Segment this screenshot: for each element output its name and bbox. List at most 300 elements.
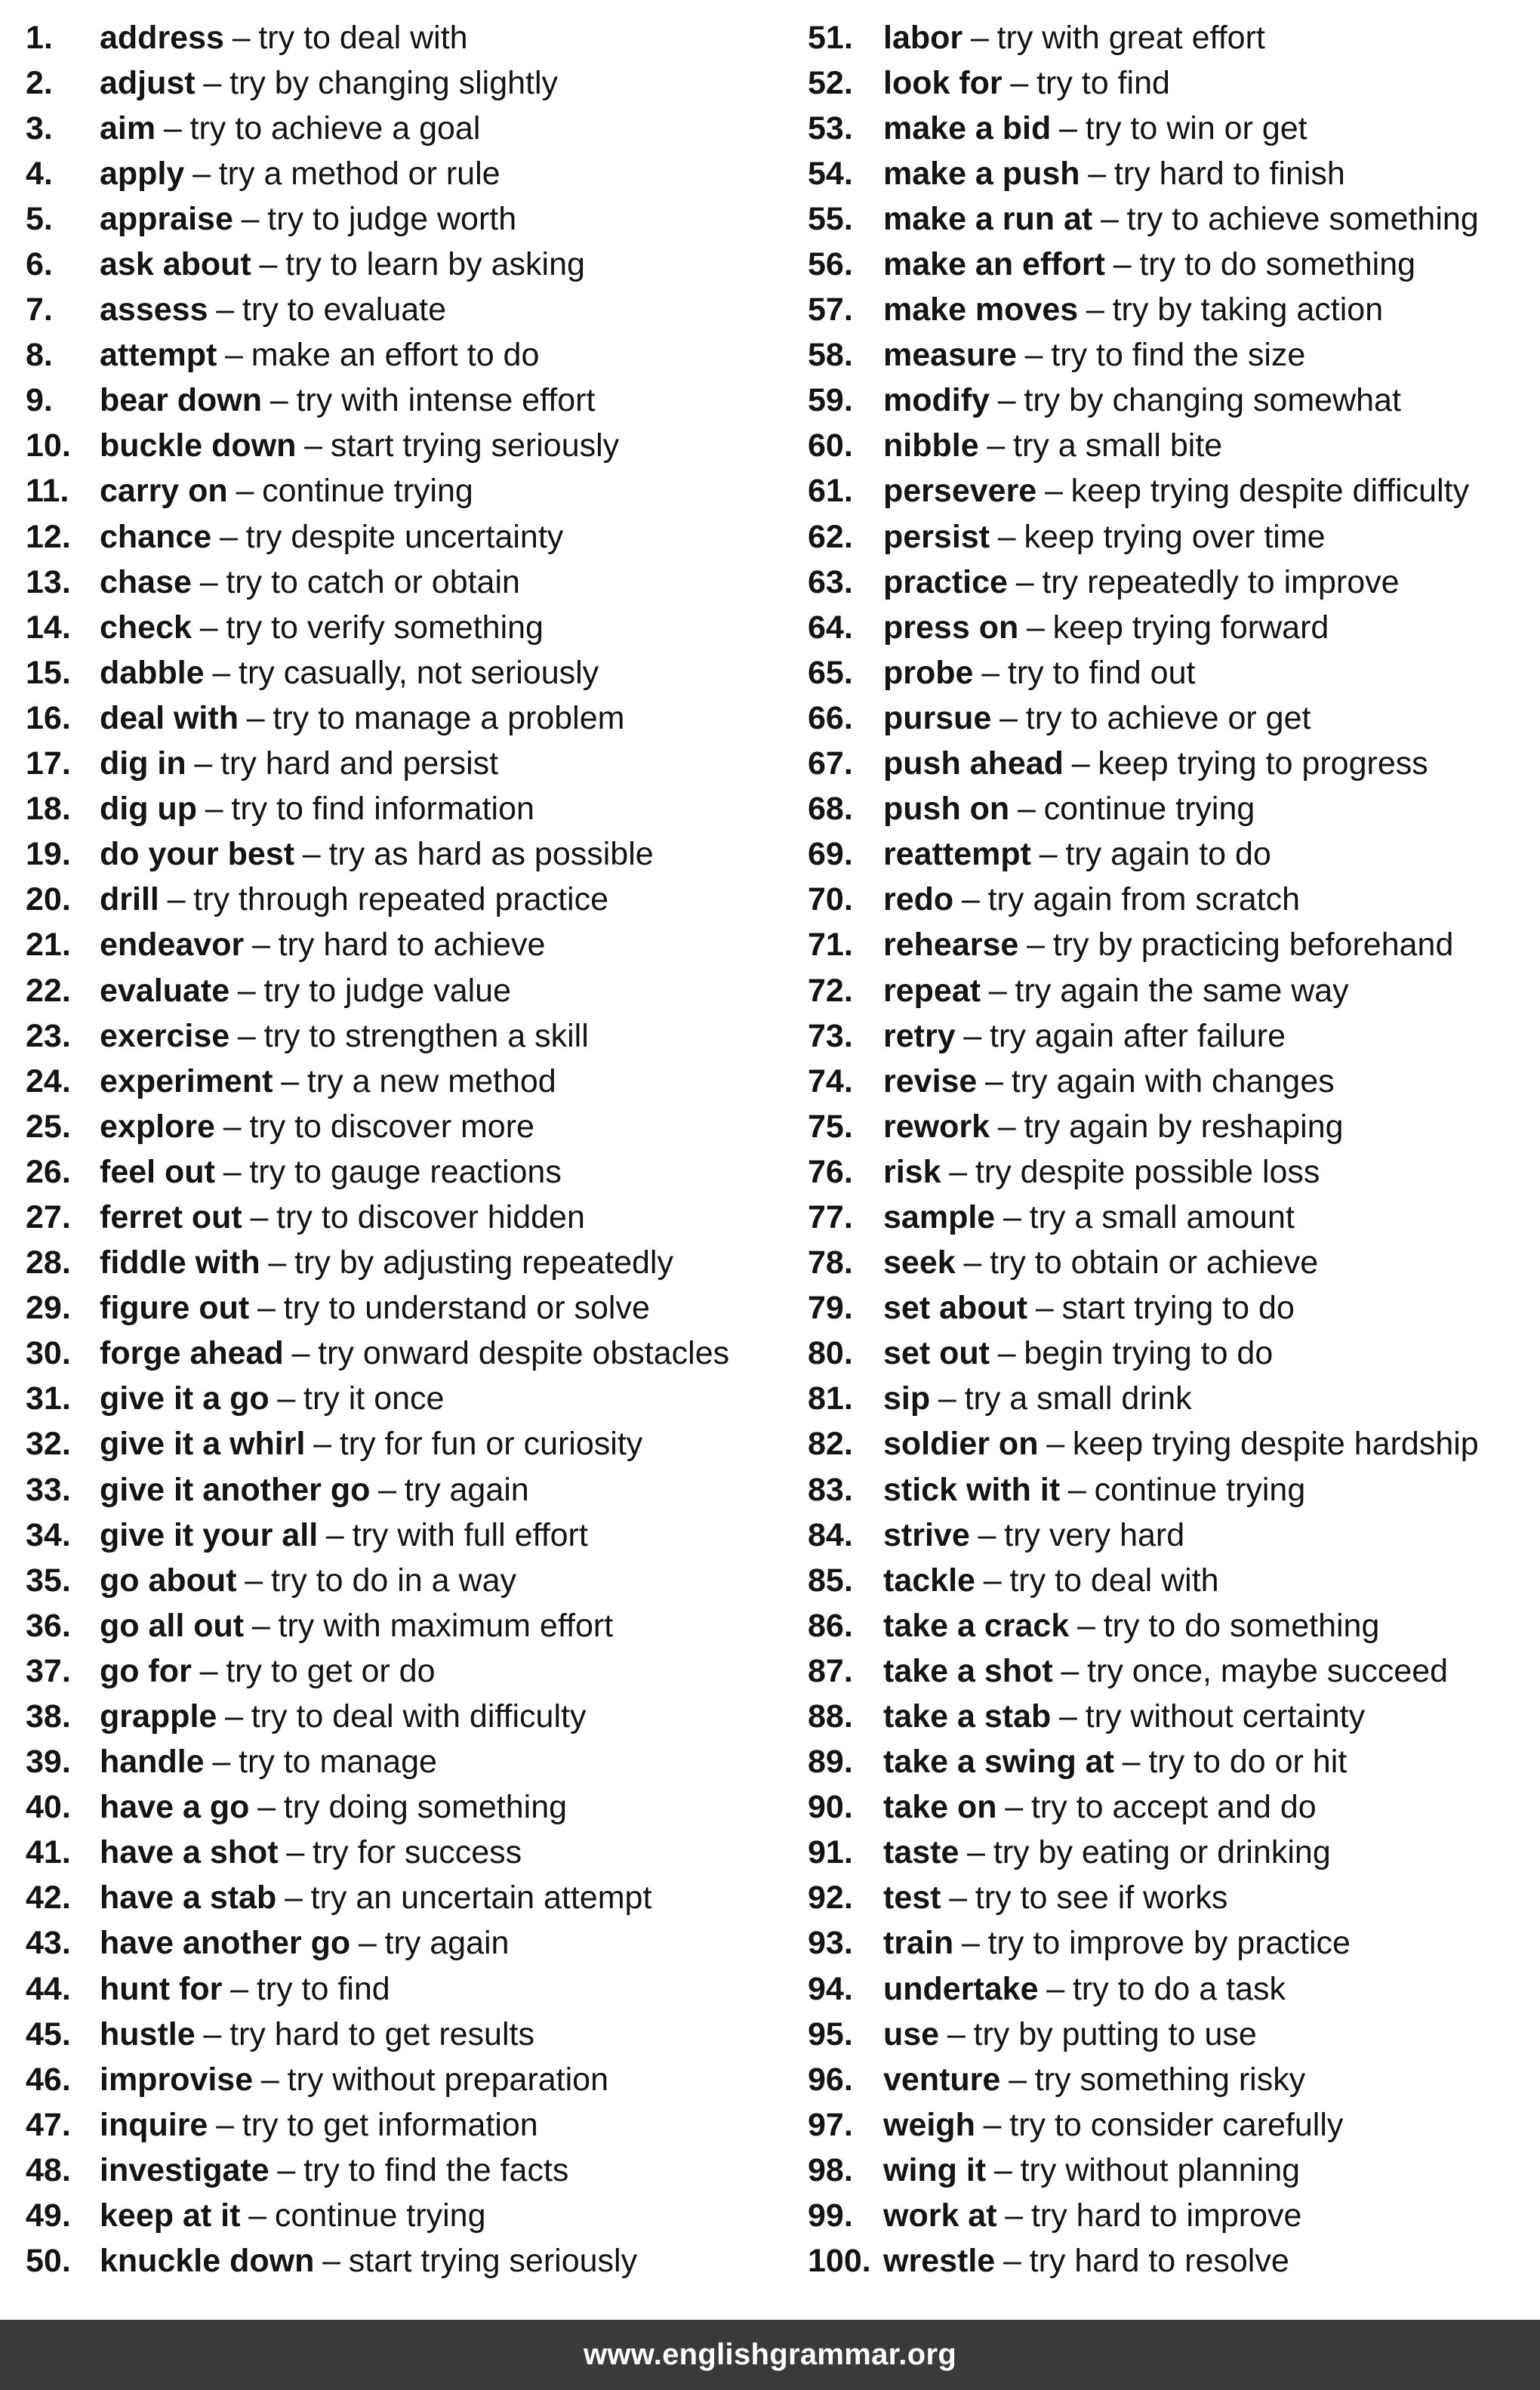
item-separator: – (993, 2151, 1012, 2188)
item-term: pursue (883, 699, 992, 736)
list-item (808, 2012, 1540, 2057)
item-term: modify (883, 382, 990, 419)
item-separator: – (199, 609, 218, 646)
item-number: 24. (26, 1062, 71, 1099)
item-term: have another go (100, 1925, 351, 1962)
list-item (808, 1467, 1540, 1513)
item-definition: try to strengthen a skill (263, 1017, 589, 1054)
item-term: undertake (883, 1970, 1039, 2007)
item-definition: try without certainty (1085, 1698, 1366, 1735)
item-definition: try to find information (231, 791, 534, 828)
item-definition: try to gauge reactions (249, 1153, 562, 1190)
item-definition: start trying seriously (330, 427, 620, 464)
item-term: venture (883, 2061, 1001, 2098)
item-number: 77. (808, 1198, 853, 1235)
item-separator: – (270, 382, 288, 419)
item-number: 15. (26, 654, 71, 691)
item-definition: try again by reshaping (1024, 1108, 1344, 1145)
item-separator: – (1059, 1698, 1077, 1735)
item-definition: try an uncertain attempt (310, 1880, 652, 1917)
item-number: 81. (808, 1380, 853, 1417)
item-term: set out (883, 1335, 990, 1372)
list-item (808, 560, 1540, 605)
item-separator: – (216, 291, 235, 328)
list-item (808, 1377, 1540, 1422)
list-item (808, 1013, 1540, 1059)
item-term: wrestle (883, 2243, 996, 2280)
item-term: repeat (883, 972, 981, 1009)
item-separator: – (216, 2106, 235, 2143)
item-term: take a crack (883, 1607, 1070, 1644)
item-separator: – (277, 1380, 296, 1417)
item-definition: try to win or get (1085, 109, 1307, 146)
item-separator: – (268, 1244, 287, 1281)
list-item (808, 2148, 1540, 2193)
list-item (26, 1286, 788, 1331)
list-item (808, 469, 1540, 514)
item-separator: – (1003, 1198, 1021, 1235)
item-number: 93. (808, 1925, 853, 1962)
item-number: 20. (26, 881, 71, 918)
item-number: 33. (26, 1471, 71, 1508)
list-item (808, 877, 1540, 923)
item-number: 62. (808, 518, 853, 555)
item-definition: continue trying (262, 473, 473, 510)
list-item (26, 742, 788, 787)
item-definition: try a small bite (1013, 427, 1223, 464)
item-term: take on (883, 1789, 997, 1826)
item-separator: – (291, 1335, 310, 1372)
item-definition: try by changing somewhat (1024, 382, 1401, 419)
item-number: 87. (808, 1652, 853, 1689)
item-number: 1. (26, 19, 53, 56)
item-separator: – (997, 518, 1016, 555)
item-term: persist (883, 518, 990, 555)
item-separator: – (1067, 1471, 1086, 1508)
item-number: 76. (808, 1153, 853, 1190)
list-item (808, 424, 1540, 469)
list-item (26, 1558, 788, 1603)
item-number: 31. (26, 1380, 71, 1417)
list-item (26, 1740, 788, 1785)
list-item (808, 923, 1540, 968)
item-definition: try with intense effort (296, 382, 596, 419)
list-item (808, 1513, 1540, 1558)
item-separator: – (985, 1062, 1004, 1099)
list-item (26, 2194, 788, 2239)
item-number: 34. (26, 1516, 71, 1553)
item-number: 28. (26, 1244, 71, 1281)
item-term: dig up (100, 791, 197, 828)
item-separator: – (223, 1153, 242, 1190)
item-number: 17. (26, 745, 71, 782)
item-definition: try to find the facts (303, 2151, 569, 2188)
item-term: ask about (100, 246, 251, 283)
item-separator: – (1039, 836, 1058, 873)
item-term: push on (883, 791, 1010, 828)
item-separator: – (212, 1744, 231, 1781)
item-definition: try to achieve or get (1025, 699, 1311, 736)
item-separator: – (997, 1335, 1016, 1372)
item-separator: – (1059, 109, 1077, 146)
item-definition: try despite possible loss (975, 1153, 1320, 1190)
item-number: 88. (808, 1698, 853, 1735)
item-number: 85. (808, 1562, 853, 1599)
list-item (808, 2057, 1540, 2102)
item-separator: – (219, 518, 238, 555)
item-definition: try to achieve something (1126, 200, 1479, 237)
list-item (808, 1740, 1540, 1785)
list-item (808, 242, 1540, 287)
item-definition: try to discover more (249, 1108, 534, 1145)
item-term: apply (100, 155, 185, 192)
item-number: 65. (808, 654, 853, 691)
item-definition: try a new method (306, 1062, 556, 1099)
item-definition: try onward despite obstacles (318, 1335, 730, 1372)
item-definition: try to learn by asking (285, 246, 585, 283)
item-definition: try to consider carefully (1009, 2106, 1344, 2143)
list-item (26, 242, 788, 287)
item-definition: try hard to achieve (278, 927, 546, 964)
item-number: 12. (26, 518, 71, 555)
item-term: taste (883, 1834, 959, 1871)
item-definition: try to verify something (226, 609, 544, 646)
item-separator: – (1113, 246, 1132, 283)
list-item (26, 832, 788, 877)
item-separator: – (1086, 291, 1104, 328)
item-definition: try to do or hit (1148, 1744, 1348, 1781)
item-term: aim (100, 109, 156, 146)
item-term: make a push (883, 155, 1080, 192)
list-item (26, 2239, 788, 2284)
item-separator: – (260, 2061, 279, 2098)
left-column-list (26, 15, 788, 2284)
item-term: make moves (883, 291, 1079, 328)
item-definition: try to obtain or achieve (990, 1244, 1319, 1281)
item-definition: try to find out (1007, 654, 1196, 691)
list-item (26, 378, 788, 424)
right-column-list (808, 15, 1540, 2284)
list-item (808, 1648, 1540, 1694)
list-item (808, 1331, 1540, 1377)
footer-url[interactable]: www.englishgrammar.org (583, 2338, 957, 2371)
item-number: 99. (808, 2197, 853, 2234)
list-item (808, 1966, 1540, 2012)
item-definition: keep trying forward (1052, 609, 1329, 646)
item-definition: try for success (313, 1834, 522, 1871)
item-separator: – (997, 382, 1016, 419)
list-item (808, 514, 1540, 560)
item-number: 71. (808, 927, 853, 964)
item-term: bear down (100, 382, 263, 419)
item-number: 83. (808, 1471, 853, 1508)
item-number: 25. (26, 1108, 71, 1145)
item-number: 29. (26, 1290, 71, 1327)
item-separator: – (987, 427, 1006, 464)
item-term: appraise (100, 200, 233, 237)
item-definition: begin trying to do (1024, 1335, 1274, 1372)
item-term: test (883, 1880, 941, 1917)
item-term: labor (883, 19, 963, 56)
item-definition: try again the same way (1015, 972, 1349, 1009)
item-separator: – (232, 19, 251, 56)
item-number: 39. (26, 1744, 71, 1781)
item-number: 2. (26, 64, 53, 101)
item-separator: – (212, 654, 231, 691)
item-definition: try despite uncertainty (245, 518, 564, 555)
item-separator: – (241, 200, 260, 237)
item-separator: – (938, 1380, 956, 1417)
item-separator: – (1071, 745, 1090, 782)
item-number: 84. (808, 1516, 853, 1553)
item-term: chance (100, 518, 212, 555)
list-item (26, 1513, 788, 1558)
list-item (26, 605, 788, 650)
item-number: 68. (808, 791, 853, 828)
item-number: 56. (808, 246, 853, 283)
item-term: make an effort (883, 246, 1105, 283)
item-separator: – (1005, 1789, 1024, 1826)
item-term: go all out (100, 1607, 245, 1644)
item-term: stick with it (883, 1471, 1061, 1508)
item-separator: – (199, 1652, 218, 1689)
item-number: 66. (808, 699, 853, 736)
item-term: look for (883, 64, 1003, 101)
list-item (26, 1149, 788, 1195)
item-number: 57. (808, 291, 853, 328)
item-definition: keep trying despite difficulty (1070, 473, 1470, 510)
item-term: have a go (100, 1789, 250, 1826)
item-number: 38. (26, 1698, 71, 1735)
item-definition: try to do something (1103, 1607, 1380, 1644)
item-separator: – (257, 1290, 276, 1327)
item-definition: try to judge value (263, 972, 512, 1009)
item-definition: try a small drink (964, 1380, 1192, 1417)
list-item (26, 1876, 788, 1921)
item-number: 27. (26, 1198, 71, 1235)
item-separator: – (963, 1017, 982, 1054)
item-separator: – (1061, 1652, 1080, 1689)
item-definition: try it once (303, 1380, 445, 1417)
item-separator: – (248, 2197, 267, 2234)
item-separator: – (1046, 1426, 1065, 1463)
item-number: 44. (26, 1970, 71, 2007)
item-number: 23. (26, 1017, 71, 1054)
item-number: 13. (26, 563, 71, 600)
item-term: set about (883, 1290, 1028, 1327)
list-item (26, 1241, 788, 1286)
item-term: drill (100, 881, 159, 918)
item-separator: – (1027, 927, 1045, 964)
item-term: grapple (100, 1698, 217, 1735)
item-number: 54. (808, 155, 853, 192)
list-item (808, 650, 1540, 695)
item-definition: try again to do (1065, 836, 1271, 873)
item-term: check (100, 609, 192, 646)
list-item (26, 15, 788, 60)
item-number: 40. (26, 1789, 71, 1826)
item-term: explore (100, 1108, 215, 1145)
item-term: improvise (100, 2061, 254, 2098)
item-number: 3. (26, 109, 53, 146)
item-separator: – (999, 699, 1018, 736)
item-term: buckle down (100, 427, 297, 464)
item-term: hunt for (100, 1970, 223, 2007)
item-definition: start trying to do (1061, 1290, 1295, 1327)
item-number: 16. (26, 699, 71, 736)
list-item (26, 288, 788, 333)
item-definition: try to catch or obtain (226, 563, 520, 600)
item-term: ferret out (100, 1198, 242, 1235)
item-definition: try to deal with (1009, 1562, 1219, 1599)
item-separator: – (245, 1562, 263, 1599)
list-item (808, 15, 1540, 60)
list-item (26, 1648, 788, 1694)
item-separator: – (1010, 64, 1029, 101)
list-item (26, 560, 788, 605)
item-number: 82. (808, 1426, 853, 1463)
item-term: give it another go (100, 1471, 371, 1508)
item-definition: try very hard (1004, 1516, 1185, 1553)
item-separator: – (325, 1516, 344, 1553)
list-item (26, 2012, 788, 2057)
item-definition: try by adjusting repeatedly (294, 1244, 673, 1281)
item-separator: – (949, 1880, 968, 1917)
item-separator: – (284, 1880, 303, 1917)
item-term: retry (883, 1017, 956, 1054)
item-term: probe (883, 654, 974, 691)
list-item (808, 787, 1540, 832)
item-number: 75. (808, 1108, 853, 1145)
item-term: weigh (883, 2106, 975, 2143)
item-term: feel out (100, 1153, 215, 1190)
item-number: 26. (26, 1153, 71, 1190)
list-item (26, 106, 788, 151)
item-number: 92. (808, 1880, 853, 1917)
list-item (808, 1558, 1540, 1603)
item-definition: try again (404, 1471, 529, 1508)
item-term: push ahead (883, 745, 1064, 782)
item-definition: try a method or rule (218, 155, 500, 192)
item-definition: try to manage (239, 1744, 437, 1781)
item-separator: – (203, 64, 222, 101)
item-term: give it a whirl (100, 1426, 306, 1463)
item-separator: – (286, 1834, 305, 1871)
list-item (808, 2194, 1540, 2239)
item-separator: – (988, 972, 1007, 1009)
item-number: 67. (808, 745, 853, 782)
item-number: 60. (808, 427, 853, 464)
item-separator: – (1046, 1970, 1065, 2007)
item-number: 52. (808, 64, 853, 101)
item-term: reattempt (883, 836, 1031, 873)
item-term: rework (883, 1108, 990, 1145)
list-item (808, 151, 1540, 196)
list-item (26, 151, 788, 196)
footer-bar (0, 2320, 1540, 2390)
item-number: 37. (26, 1652, 71, 1689)
list-item (26, 1377, 788, 1422)
item-term: exercise (100, 1017, 230, 1054)
item-definition: continue trying (1094, 1471, 1306, 1508)
item-number: 91. (808, 1834, 853, 1871)
item-separator: – (230, 1970, 249, 2007)
item-separator: – (236, 473, 254, 510)
item-term: strive (883, 1516, 970, 1553)
list-item (26, 1059, 788, 1104)
item-number: 41. (26, 1834, 71, 1871)
item-definition: try again (384, 1925, 510, 1962)
item-separator: – (1009, 2061, 1027, 2098)
item-separator: – (963, 1244, 982, 1281)
item-number: 86. (808, 1607, 853, 1644)
item-separator: – (192, 155, 211, 192)
item-term: seek (883, 1244, 956, 1281)
item-number: 79. (808, 1290, 853, 1327)
item-number: 18. (26, 791, 71, 828)
list-item (808, 1059, 1540, 1104)
item-separator: – (163, 109, 182, 146)
item-definition: try to discover hidden (276, 1198, 585, 1235)
item-number: 72. (808, 972, 853, 1009)
list-item (26, 469, 788, 514)
item-term: take a shot (883, 1652, 1053, 1689)
list-item (26, 2148, 788, 2193)
list-item (26, 1467, 788, 1513)
item-term: hustle (100, 2015, 196, 2052)
item-definition: try to evaluate (242, 291, 447, 328)
item-definition: try to get or do (226, 1652, 436, 1689)
item-definition: try to judge worth (267, 200, 517, 237)
item-definition: keep trying despite hardship (1072, 1426, 1479, 1463)
item-term: press on (883, 609, 1019, 646)
item-definition: try by eating or drinking (993, 1834, 1331, 1871)
item-number: 9. (26, 382, 53, 419)
item-separator: – (961, 881, 980, 918)
item-definition: try again from scratch (987, 881, 1301, 918)
item-term: give it a go (100, 1380, 270, 1417)
item-separator: – (251, 927, 270, 964)
item-separator: – (203, 2015, 222, 2052)
list-item (26, 2102, 788, 2148)
item-term: adjust (100, 64, 196, 101)
item-term: take a stab (883, 1698, 1052, 1735)
list-item (26, 695, 788, 741)
item-definition: try to do in a way (270, 1562, 516, 1599)
item-number: 50. (26, 2243, 71, 2280)
item-term: revise (883, 1062, 978, 1099)
item-term: forge ahead (100, 1335, 284, 1372)
list-item (808, 2102, 1540, 2148)
item-definition: continue trying (274, 2197, 486, 2234)
list-item (26, 1966, 788, 2012)
item-number: 80. (808, 1335, 853, 1372)
item-definition: try to find (256, 1970, 390, 2007)
item-term: use (883, 2015, 940, 2052)
item-term: go about (100, 1562, 237, 1599)
list-item (26, 1422, 788, 1467)
item-term: chase (100, 563, 192, 600)
item-definition: make an effort to do (251, 337, 540, 374)
item-definition: try casually, not seriously (239, 654, 599, 691)
item-number: 59. (808, 382, 853, 419)
item-term: deal with (100, 699, 239, 736)
item-definition: try to improve by practice (987, 1925, 1351, 1962)
item-definition: try by practicing beforehand (1052, 927, 1454, 964)
list-item (808, 288, 1540, 333)
item-separator: – (1026, 609, 1045, 646)
item-definition: try by taking action (1112, 291, 1384, 328)
